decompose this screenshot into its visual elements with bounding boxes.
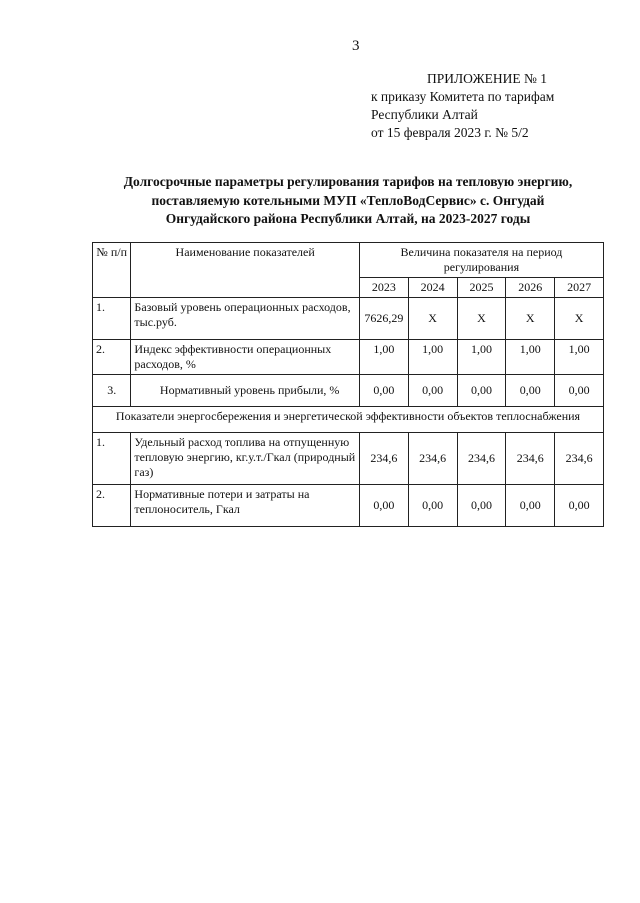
section-title: Показатели энергосбережения и энергетической эффективности объектов теплоснабжения [93,407,604,433]
annex-line: Республики Алтай [371,107,478,122]
row-value: X [555,298,604,340]
row-num: 2. [93,340,131,375]
row-name: Нормативные потери и затраты на теплоноситель, Гкал [131,485,359,527]
row-num: 1. [93,433,131,485]
header-value-group: Величина показателя на период регулирования [359,243,603,278]
row-value: 1,00 [408,340,457,375]
table-row [93,485,604,527]
table-row [93,433,604,485]
row-value: X [506,298,555,340]
header-year: 2024 [408,278,457,298]
row-value: 234,6 [408,433,457,485]
row-name: Нормативный уровень прибыли, % [131,375,359,407]
annex-line: к приказу Комитета по тарифам [371,89,555,104]
row-value: 0,00 [408,485,457,527]
row-value: 7626,29 [359,298,408,340]
row-value: X [408,298,457,340]
row-name: Удельный расход топлива на отпущенную тепловую энергию, кг.у.т./Гкал (природный газ) [131,433,359,485]
row-value: 234,6 [555,433,604,485]
annex-heading: ПРИЛОЖЕНИЕ № 1 [427,71,548,86]
header-year: 2026 [506,278,555,298]
row-value: 1,00 [555,340,604,375]
document-title [92,173,604,229]
row-value: 0,00 [457,375,506,407]
title-line: Онгудайского района Республики Алтай, на 2023-2027 годы [165,211,531,226]
row-value: 1,00 [506,340,555,375]
table-header-row [93,243,604,278]
row-num: 2. [93,485,131,527]
header-year: 2027 [555,278,604,298]
table-row [93,298,604,340]
annex-block [371,70,554,142]
header-year: 2025 [457,278,506,298]
row-value: 1,00 [457,340,506,375]
row-value: 234,6 [359,433,408,485]
header-name: Наименование показателей [131,243,359,298]
parameters-table [92,242,604,527]
row-value: 0,00 [555,375,604,407]
title-line: поставляемую котельными МУП «ТеплоВодСервис» с. Онгудай [151,192,545,208]
row-value: 0,00 [506,375,555,407]
row-value: 0,00 [555,485,604,527]
row-num: 1. [93,298,131,340]
row-value: 0,00 [506,485,555,527]
page-number: 3 [352,38,360,54]
row-name: Базовый уровень операционных расходов, тыс.руб. [131,298,359,340]
row-value: 0,00 [359,375,408,407]
row-value: 1,00 [359,340,408,375]
row-value: 0,00 [408,375,457,407]
title-line: Долгосрочные параметры регулирования тарифов на тепловую энергию, [123,174,573,189]
header-year: 2023 [359,278,408,298]
row-value: 234,6 [506,433,555,485]
row-name: Индекс эффективности операционных расходов, % [131,340,359,375]
row-num: 3. [93,375,131,407]
table-row [93,375,604,407]
section-row [93,407,604,433]
table-row [93,340,604,375]
row-value: 0,00 [457,485,506,527]
annex-line: от 15 февраля 2023 г. № 5/2 [371,125,529,140]
row-value: 0,00 [359,485,408,527]
row-value: 234,6 [457,433,506,485]
header-num: № п/п [93,243,131,298]
row-value: X [457,298,506,340]
